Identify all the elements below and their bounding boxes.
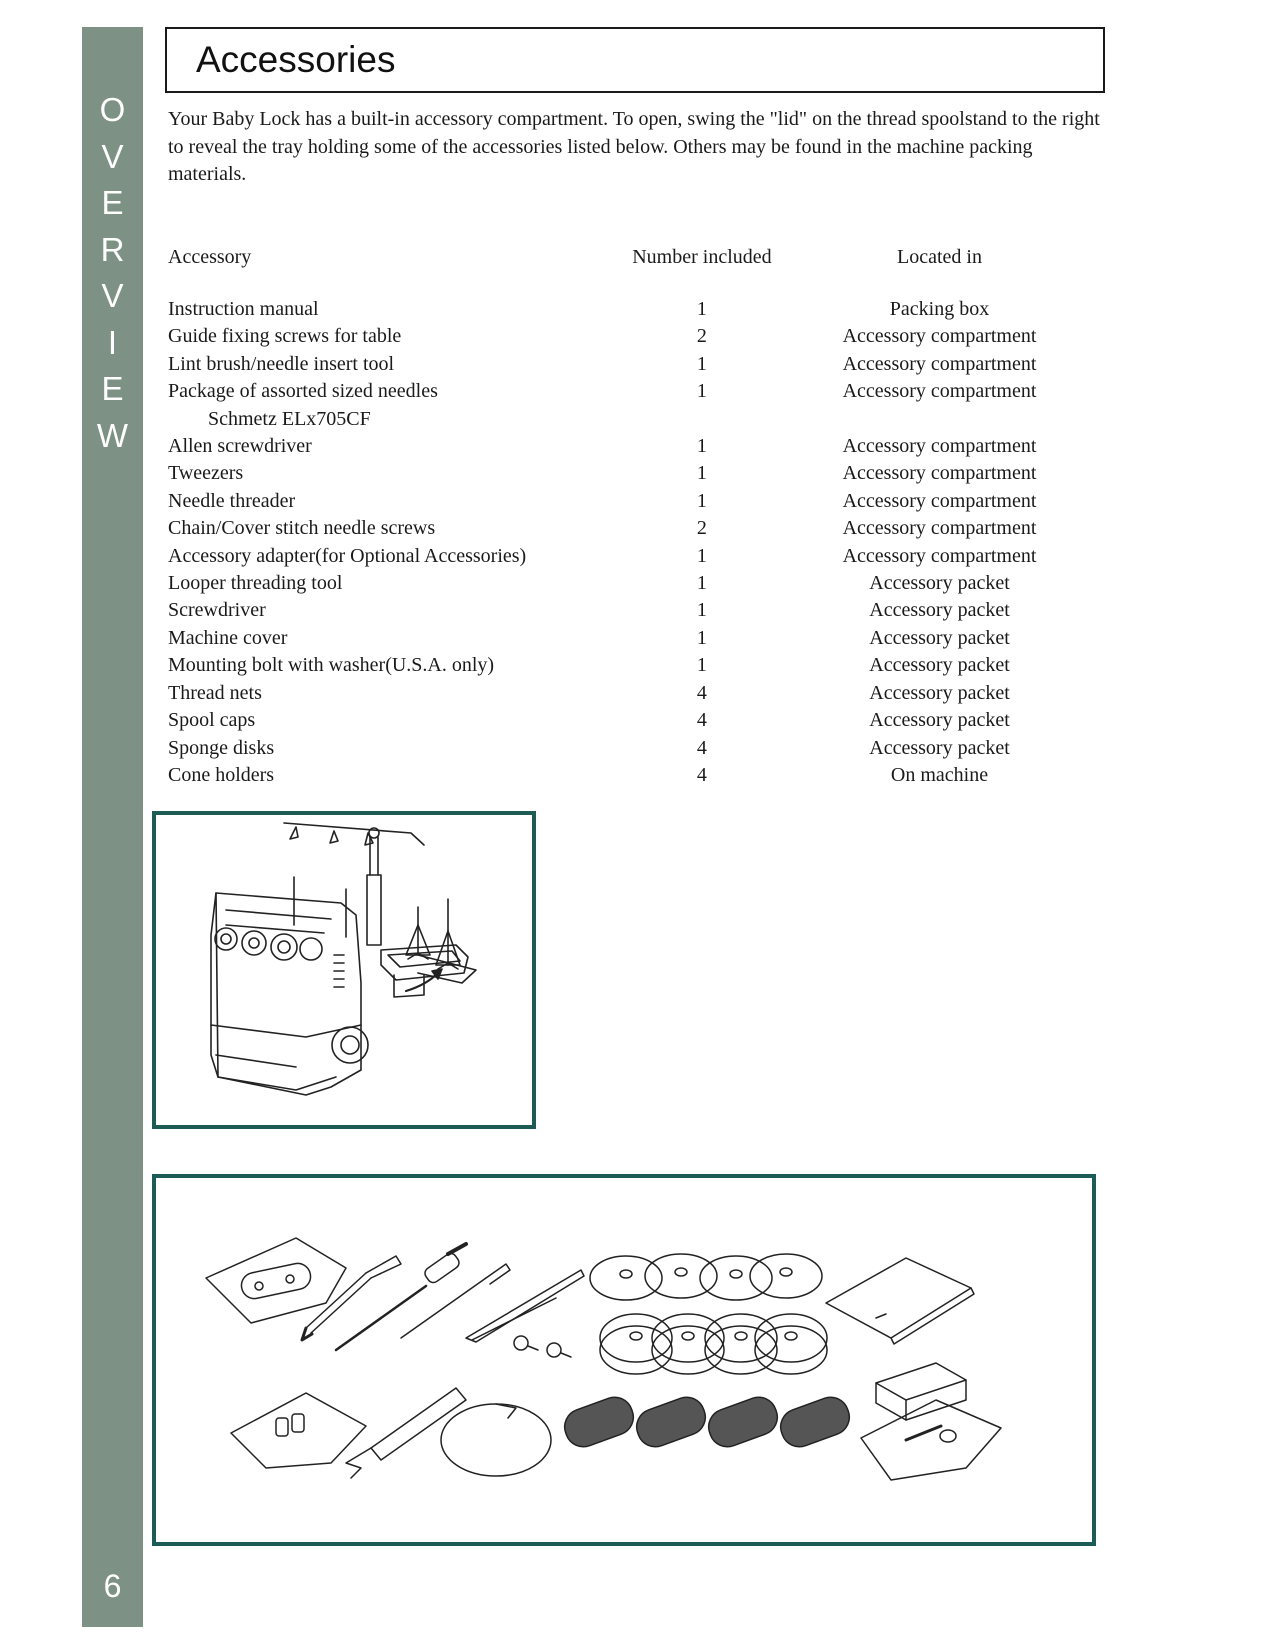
table-row	[168, 296, 1088, 323]
accessory-location: Accessory compartment	[842, 380, 1037, 403]
accessory-name: Accessory adapter(for Optional Accessories)	[168, 544, 527, 567]
side-tab-letter: R	[100, 230, 125, 268]
accessory-name: Tweezers	[168, 462, 244, 485]
accessories-illustration	[156, 1178, 1092, 1542]
accessory-count: 4	[696, 736, 707, 759]
side-tab-letter: E	[101, 184, 124, 221]
accessory-location: Accessory compartment	[842, 544, 1037, 567]
table-header-row	[168, 243, 1088, 296]
side-tab-letter: V	[101, 137, 124, 175]
accessory-count: 1	[696, 352, 707, 375]
accessory-count: 4	[696, 763, 707, 786]
side-tab-letter: O	[99, 91, 126, 128]
side-tab-letter: W	[96, 416, 129, 454]
table-row	[168, 680, 1088, 707]
section-label-overview	[82, 87, 143, 459]
accessory-count: 1	[696, 599, 707, 622]
accessory-location: Accessory compartment	[842, 462, 1037, 485]
accessory-location: Accessory compartment	[842, 352, 1037, 375]
accessory-location: Accessory compartment	[842, 489, 1037, 512]
accessory-count: 2	[696, 517, 707, 540]
section-side-tab	[82, 27, 143, 1627]
accessory-location: Accessory packet	[869, 572, 1010, 595]
accessory-name: Chain/Cover stitch needle screws	[168, 517, 436, 540]
figure-accessory-items	[152, 1174, 1096, 1546]
accessory-count	[613, 406, 791, 433]
accessory-location: Accessory packet	[869, 599, 1010, 622]
table-row	[168, 762, 1088, 789]
accessory-count: 1	[696, 462, 707, 485]
accessory-location: Packing box	[889, 298, 990, 320]
sponge-disks	[600, 1314, 827, 1374]
figure-accessory-compartment	[152, 811, 536, 1129]
accessory-name: Allen screwdriver	[168, 435, 312, 458]
accessory-count: 1	[696, 544, 707, 567]
accessory-count: 4	[696, 681, 707, 704]
page-title-box	[165, 27, 1105, 93]
intro-paragraph: Your Baby Lock has a built-in accessory compartment. To open, swing the "lid" on the thread spoolstand to the right to reveal the tray holding some of the accessories listed below. Others may be found in the machine packing materials.	[168, 108, 1100, 185]
thread-nets	[560, 1392, 855, 1452]
table-row	[168, 515, 1088, 542]
table-row	[168, 543, 1088, 570]
accessory-name: Needle threader	[168, 489, 296, 512]
table-row	[168, 570, 1088, 597]
table-row	[168, 406, 1088, 433]
table-row	[168, 460, 1088, 487]
accessory-location: On machine	[890, 763, 989, 786]
table-row	[168, 378, 1088, 405]
header-accessory: Accessory	[168, 246, 252, 269]
spool-caps	[590, 1254, 822, 1300]
accessory-count: 1	[696, 298, 707, 320]
side-tab-letter: I	[107, 323, 118, 361]
accessory-count: 1	[696, 489, 707, 512]
table-row	[168, 707, 1088, 734]
accessory-location: Accessory packet	[869, 736, 1010, 759]
accessory-count: 1	[696, 572, 707, 595]
accessory-name: Machine cover	[168, 626, 288, 649]
accessory-name: Instruction manual	[168, 298, 319, 320]
accessory-name: Schmetz ELx705CF	[208, 407, 371, 430]
accessory-location: Accessory compartment	[842, 435, 1037, 458]
accessory-name: Cone holders	[168, 763, 275, 786]
accessory-count: 4	[696, 709, 707, 732]
table-row	[168, 351, 1088, 378]
accessory-name: Screwdriver	[168, 599, 266, 622]
accessory-location: Accessory packet	[869, 681, 1010, 704]
table-row	[168, 323, 1088, 350]
accessory-name: Mounting bolt with washer(U.S.A. only)	[168, 654, 495, 677]
accessory-count: 1	[696, 435, 707, 458]
table-row	[168, 488, 1088, 515]
accessory-location	[791, 406, 1088, 433]
accessory-count: 1	[696, 626, 707, 649]
accessory-name: Package of assorted sized needles	[168, 380, 438, 403]
table-row	[168, 735, 1088, 762]
table-row	[168, 433, 1088, 460]
accessory-location: Accessory packet	[869, 626, 1010, 649]
accessory-location: Accessory compartment	[842, 517, 1037, 540]
accessory-location: Accessory packet	[869, 709, 1010, 732]
side-tab-letter: V	[101, 277, 124, 314]
accessory-name: Sponge disks	[168, 736, 275, 759]
machine-illustration	[156, 815, 532, 1125]
accessory-count: 2	[696, 325, 707, 348]
page-title: Accessories	[196, 39, 396, 80]
accessories-table	[168, 243, 1088, 789]
header-number-included: Number included	[632, 246, 772, 269]
table-row	[168, 625, 1088, 652]
accessory-name: Lint brush/needle insert tool	[168, 352, 395, 375]
side-tab-letter: E	[101, 370, 124, 407]
accessory-name: Guide fixing screws for table	[168, 325, 402, 348]
accessory-count: 1	[696, 380, 707, 403]
table-row	[168, 597, 1088, 624]
table-row	[168, 652, 1088, 679]
accessory-location: Accessory packet	[869, 654, 1010, 677]
accessory-name: Spool caps	[168, 709, 256, 732]
accessory-location: Accessory compartment	[842, 325, 1037, 348]
accessory-count: 1	[696, 654, 707, 677]
accessory-name: Thread nets	[168, 681, 262, 704]
page-number: 6	[103, 1568, 122, 1604]
accessory-name: Looper threading tool	[168, 572, 343, 595]
header-located-in: Located in	[897, 246, 982, 269]
